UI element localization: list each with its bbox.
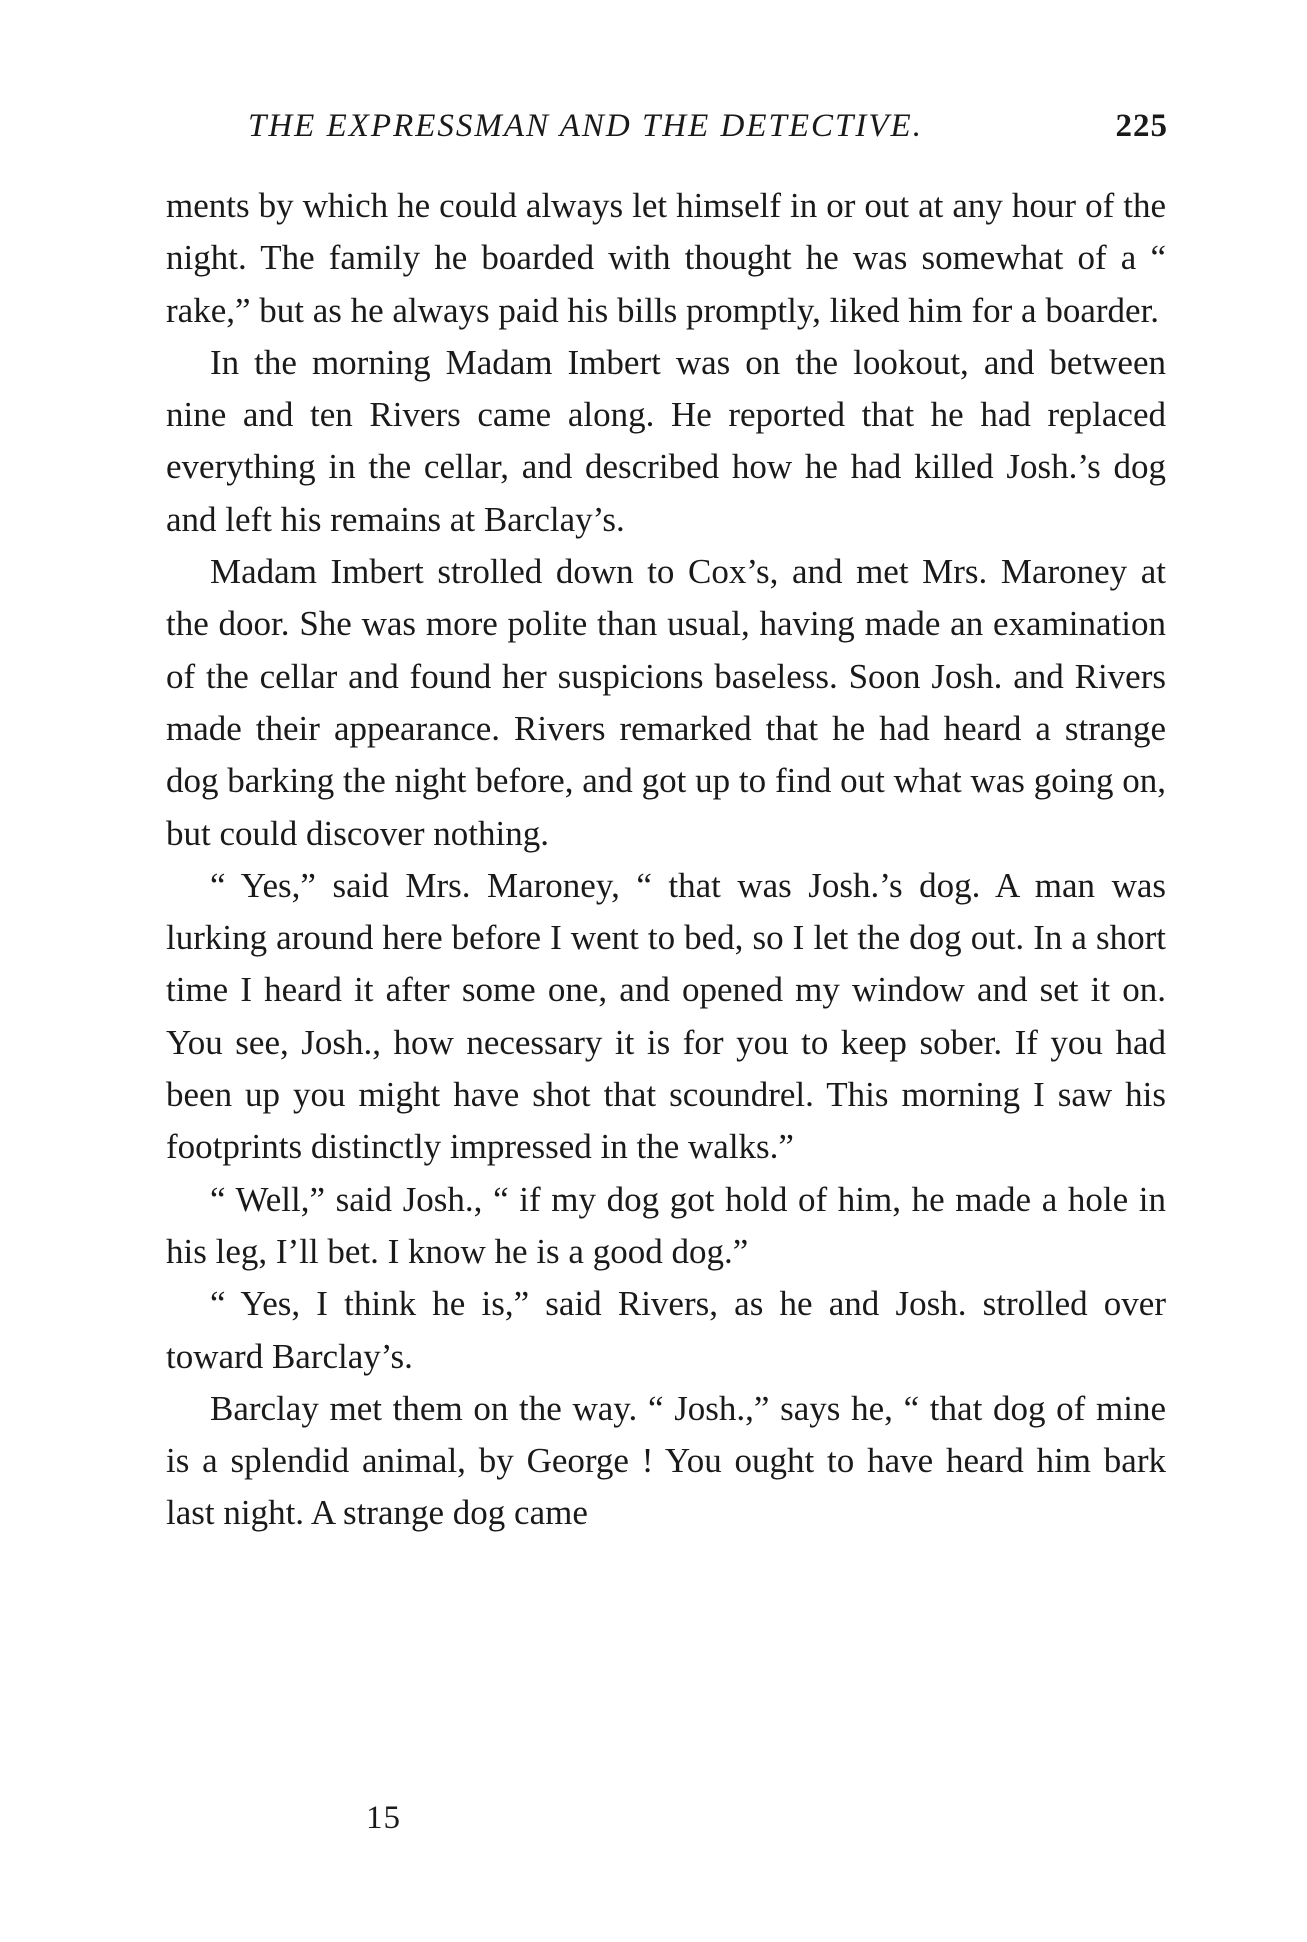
paragraph: “ Yes,” said Mrs. Maroney, “ that was Josh.’s dog. A man was lurking around here before I went to bed, so I let the dog out. In a short time I heard it after some one, and opened my window and set it on. You see, Josh., how necessary it is for you to keep sober. If you had been up you might have shot that scoundrel. This morning I saw his footprints distinctly impressed in the walks.” bbox=[166, 865, 1166, 1167]
paragraph: “ Yes, I think he is,” said Rivers, as he and Josh. strolled over toward Barclay’s. bbox=[166, 1284, 1166, 1376]
page-number: 225 bbox=[1115, 108, 1168, 144]
signature-mark: 15 bbox=[366, 1800, 401, 1836]
paragraph-continued: ments by which he could always let himself in or out at any hour of the night. The family he boarded with thought he was somewhat of a “ rake,” but as he always paid his bills promptly, liked him for a boarder. bbox=[166, 186, 1166, 330]
running-title: THE EXPRESSMAN AND THE DETECTIVE. bbox=[248, 108, 923, 144]
paragraph: “ Well,” said Josh., “ if my dog got hold of him, he made a hole in his leg, I’ll bet. I know he is a good dog.” bbox=[166, 1179, 1166, 1271]
paragraph: Barclay met them on the way. “ Josh.,” says he, “ that dog of mine is a splendid animal, by George ! You ought to have heard him bark last night. A strange dog came bbox=[166, 1388, 1166, 1533]
body-text bbox=[166, 180, 1166, 1540]
paragraph: In the morning Madam Imbert was on the lookout, and between nine and ten Rivers came along. He reported that he had replaced everything in the cellar, and described how he had killed Josh.’s dog and left his remains at Barclay’s. bbox=[166, 342, 1166, 539]
paragraph: Madam Imbert strolled down to Cox’s, and met Mrs. Maroney at the door. She was more polite than usual, having made an examination of the cellar and found her suspicions baseless. Soon Josh. and Rivers made their appearance. Rivers remarked that he had heard a strange dog barking the night before, and got up to find out what was going on, but could discover nothing. bbox=[166, 552, 1166, 853]
running-head bbox=[248, 108, 1168, 148]
